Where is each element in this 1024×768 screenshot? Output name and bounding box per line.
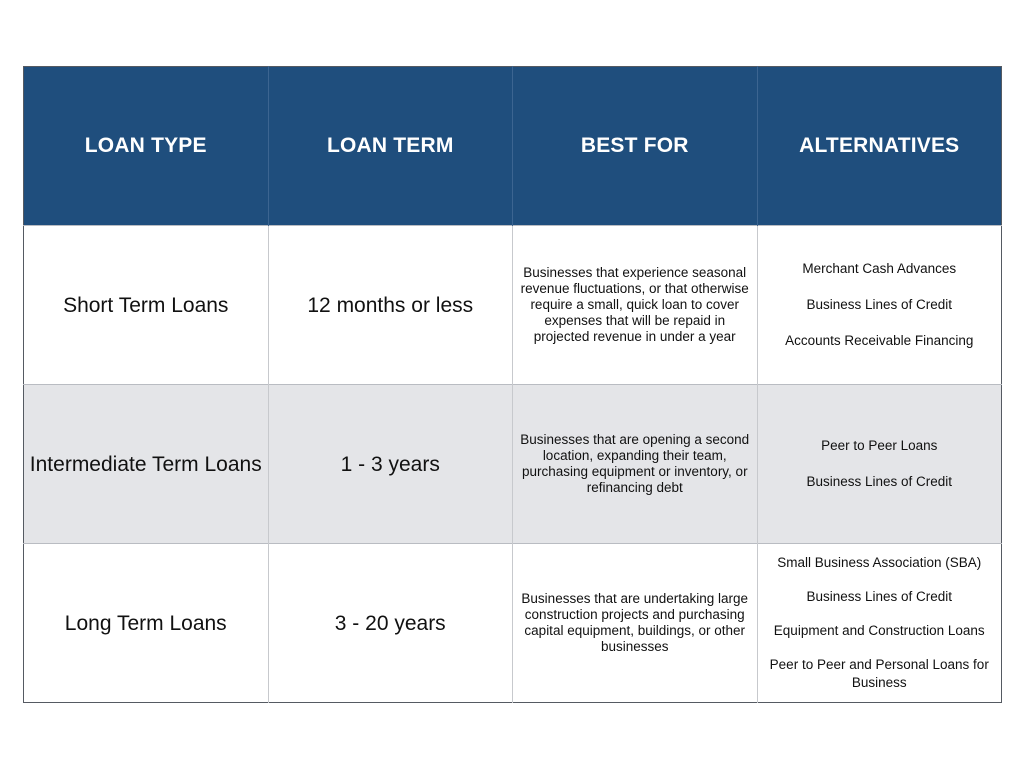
alternative-item: Equipment and Construction Loans	[773, 623, 985, 638]
alternative-item: Peer to Peer and Personal Loans for Business	[769, 657, 989, 690]
alternative-item: Peer to Peer Loans	[821, 438, 938, 453]
alternative-item: Accounts Receivable Financing	[785, 333, 974, 348]
best-for-cell: Businesses that experience seasonal revenue fluctuations, or that otherwise require a small, quick loan to cover expenses that will be repaid in projected revenue in under a year	[513, 226, 758, 385]
loan-term-cell: 1 - 3 years	[268, 385, 513, 544]
loan-comparison-table	[23, 66, 1002, 703]
alternative-item: Business Lines of Credit	[806, 297, 953, 312]
alternative-item: Business Lines of Credit	[806, 589, 953, 604]
alternative-item: Business Lines of Credit	[806, 474, 953, 489]
alternative-item: Merchant Cash Advances	[802, 261, 957, 276]
header-loan-term: LOAN TERM	[268, 67, 513, 226]
table-row	[24, 385, 1002, 544]
alternatives-cell	[757, 544, 1002, 703]
loan-term-cell: 12 months or less	[268, 226, 513, 385]
header-best-for: BEST FOR	[513, 67, 758, 226]
best-for-cell: Businesses that are opening a second location, expanding their team, purchasing equipment or inventory, or refinancing debt	[513, 385, 758, 544]
header-alternatives: ALTERNATIVES	[757, 67, 1002, 226]
alternatives-list	[762, 554, 998, 692]
alternatives-cell	[757, 385, 1002, 544]
table-row	[24, 226, 1002, 385]
loan-type-cell: Short Term Loans	[24, 226, 269, 385]
loan-type-cell: Long Term Loans	[24, 544, 269, 703]
best-for-cell: Businesses that are undertaking large construction projects and purchasing capital equipment, buildings, or other businesses	[513, 544, 758, 703]
table-row	[24, 544, 1002, 703]
alternatives-list	[762, 260, 998, 350]
loan-term-cell: 3 - 20 years	[268, 544, 513, 703]
header-row	[24, 67, 1002, 226]
alternatives-list	[762, 437, 998, 491]
header-loan-type: LOAN TYPE	[24, 67, 269, 226]
loan-type-cell: Intermediate Term Loans	[24, 385, 269, 544]
alternative-item: Small Business Association (SBA)	[777, 555, 982, 570]
alternatives-cell	[757, 226, 1002, 385]
